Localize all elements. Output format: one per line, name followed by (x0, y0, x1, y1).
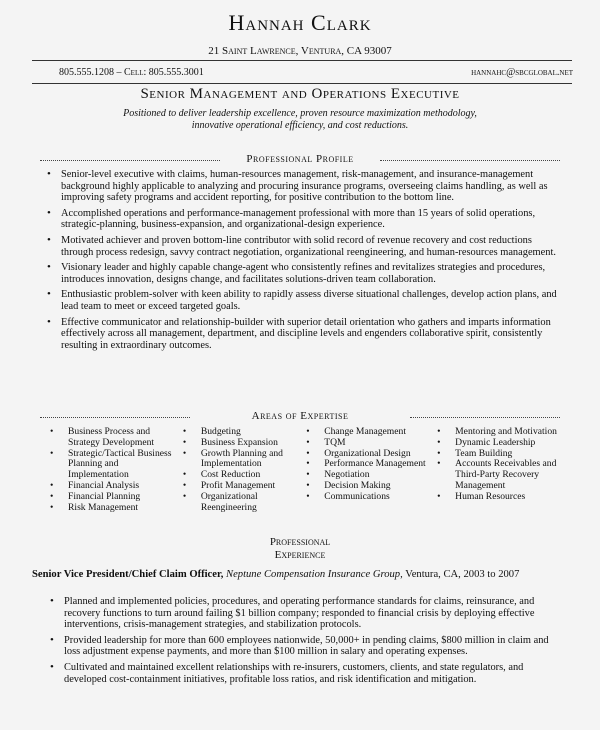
tagline-line: Positioned to deliver leadership excellence, proven resource maximization methodology, (123, 108, 477, 119)
divider (32, 60, 572, 61)
section-title-line: Professional (269, 536, 331, 548)
expertise-item: • Performance Management (304, 459, 435, 470)
profile-bullet: • Motivated achiever and proven bottom-line contributor with solid record of revenue recovery and cost reductions through process redesign, savvy contract negotiation, organizational reengineering, and human-resources management. (45, 235, 560, 258)
expertise-item: • TQM (304, 438, 435, 449)
expertise-item: • Business Process and Strategy Development (48, 427, 181, 449)
experience-bullet: • Planned and implemented policies, procedures, and operating performance standards for claims, reinsurance, and recovery functions to turn around failing $1 billion company; responded to financial crisis by deploying effective interventions, crisis-management strategies, and stabilization protocols. (48, 596, 563, 631)
section-title-experience (0, 536, 600, 562)
expertise-grid (48, 427, 568, 513)
expertise-column (435, 427, 568, 513)
resume-headline: Senior Management and Operations Executive (140, 86, 460, 102)
section-title-profile: Professional Profile (0, 153, 600, 167)
expertise-item: • Strategic/Tactical Business Planning and Implementation (48, 449, 181, 481)
section-title-expertise: Areas of Expertise (0, 410, 600, 424)
job-title: Senior Vice President/Chief Claim Officer, (32, 569, 224, 580)
profile-bullet: • Accomplished operations and performance-management professional with more than 15 years of solid operations, strategic-planning, business-expansion, and organizational-design experience. (45, 208, 560, 231)
expertise-item: • Risk Management (48, 503, 181, 514)
expertise-item: • Profit Management (181, 481, 304, 492)
expertise-item: • Negotiation (304, 470, 435, 481)
expertise-item: • Dynamic Leadership (435, 438, 568, 449)
expertise-item: • Mentoring and Motivation (435, 427, 568, 438)
expertise-item: • Organizational Reengineering (181, 492, 304, 514)
expertise-item: • Accounts Receivables and Third-Party Recovery Management (435, 459, 568, 491)
profile-bullet: • Senior-level executive with claims, human-resources management, risk-management, and insurance-management background highly applicable to analyzing and procuring insurance programs, overseeing claims handling, as well as improving safety programs and accident reporting, for positive contribution to the bottom line. (45, 169, 560, 204)
expertise-column (181, 427, 304, 513)
expertise-item: • Financial Analysis (48, 481, 181, 492)
candidate-name: Hannah Clark (228, 10, 372, 35)
company-name: Neptune Compensation Insurance Group, (226, 569, 403, 580)
expertise-item: • Financial Planning (48, 492, 181, 503)
tagline (0, 108, 600, 132)
expertise-item: • Team Building (435, 449, 568, 460)
profile-list (45, 169, 560, 355)
expertise-column (304, 427, 435, 513)
expertise-item: • Cost Reduction (181, 470, 304, 481)
expertise-item: • Growth Planning and Implementation (181, 449, 304, 471)
profile-bullet: • Visionary leader and highly capable change-agent who consistently refines and revitalizes strategies and procedures, introduces innovation, designs change, and facilitates solutions-driven team collaboration. (45, 262, 560, 285)
address: 21 Saint Lawrence, Ventura, CA 93007 (208, 45, 392, 57)
expertise-item: • Change Management (304, 427, 435, 438)
expertise-item: • Organizational Design (304, 449, 435, 460)
expertise-item: • Decision Making (304, 481, 435, 492)
section-title-line: Experience (274, 549, 326, 561)
expertise-item: • Business Expansion (181, 438, 304, 449)
profile-bullet: • Effective communicator and relationship-builder with superior detail orientation who gathers and imparts information effectively across all management, department, and discipline levels and engenders collaborative spirit, consistently resulting in extraordinary outcomes. (45, 317, 560, 352)
divider (32, 83, 572, 84)
experience-list (48, 596, 563, 689)
experience-bullet: • Cultivated and maintained excellent relationships with re-insurers, customers, clients, and state regulators, and developed cost-containment initiatives, profitable loss ratios, and risk identification and mitigation. (48, 662, 563, 685)
email-link[interactable]: hannahc@sbcglobal.net (471, 67, 573, 78)
expertise-column (48, 427, 181, 513)
profile-bullet: • Enthusiastic problem-solver with keen ability to rapidly assess diverse situational challenges, develop action plans, and lead team to meet or exceed targeted goals. (45, 289, 560, 312)
phone-numbers: 805.555.1208 – Cell: 805.555.3001 (59, 67, 204, 78)
expertise-item: • Budgeting (181, 427, 304, 438)
expertise-item: • Human Resources (435, 492, 568, 503)
tagline-line: innovative operational efficiency, and cost reductions. (191, 120, 409, 131)
experience-bullet: • Provided leadership for more than 600 employees nationwide, 50,000+ in pending claims, $800 million in claim and loss adjustment expense payments, and more than $100 million in salary and operating expenses. (48, 635, 563, 658)
job-location-dates: Ventura, CA, 2003 to 2007 (405, 569, 520, 580)
expertise-item: • Communications (304, 492, 435, 503)
job-heading (32, 569, 572, 581)
